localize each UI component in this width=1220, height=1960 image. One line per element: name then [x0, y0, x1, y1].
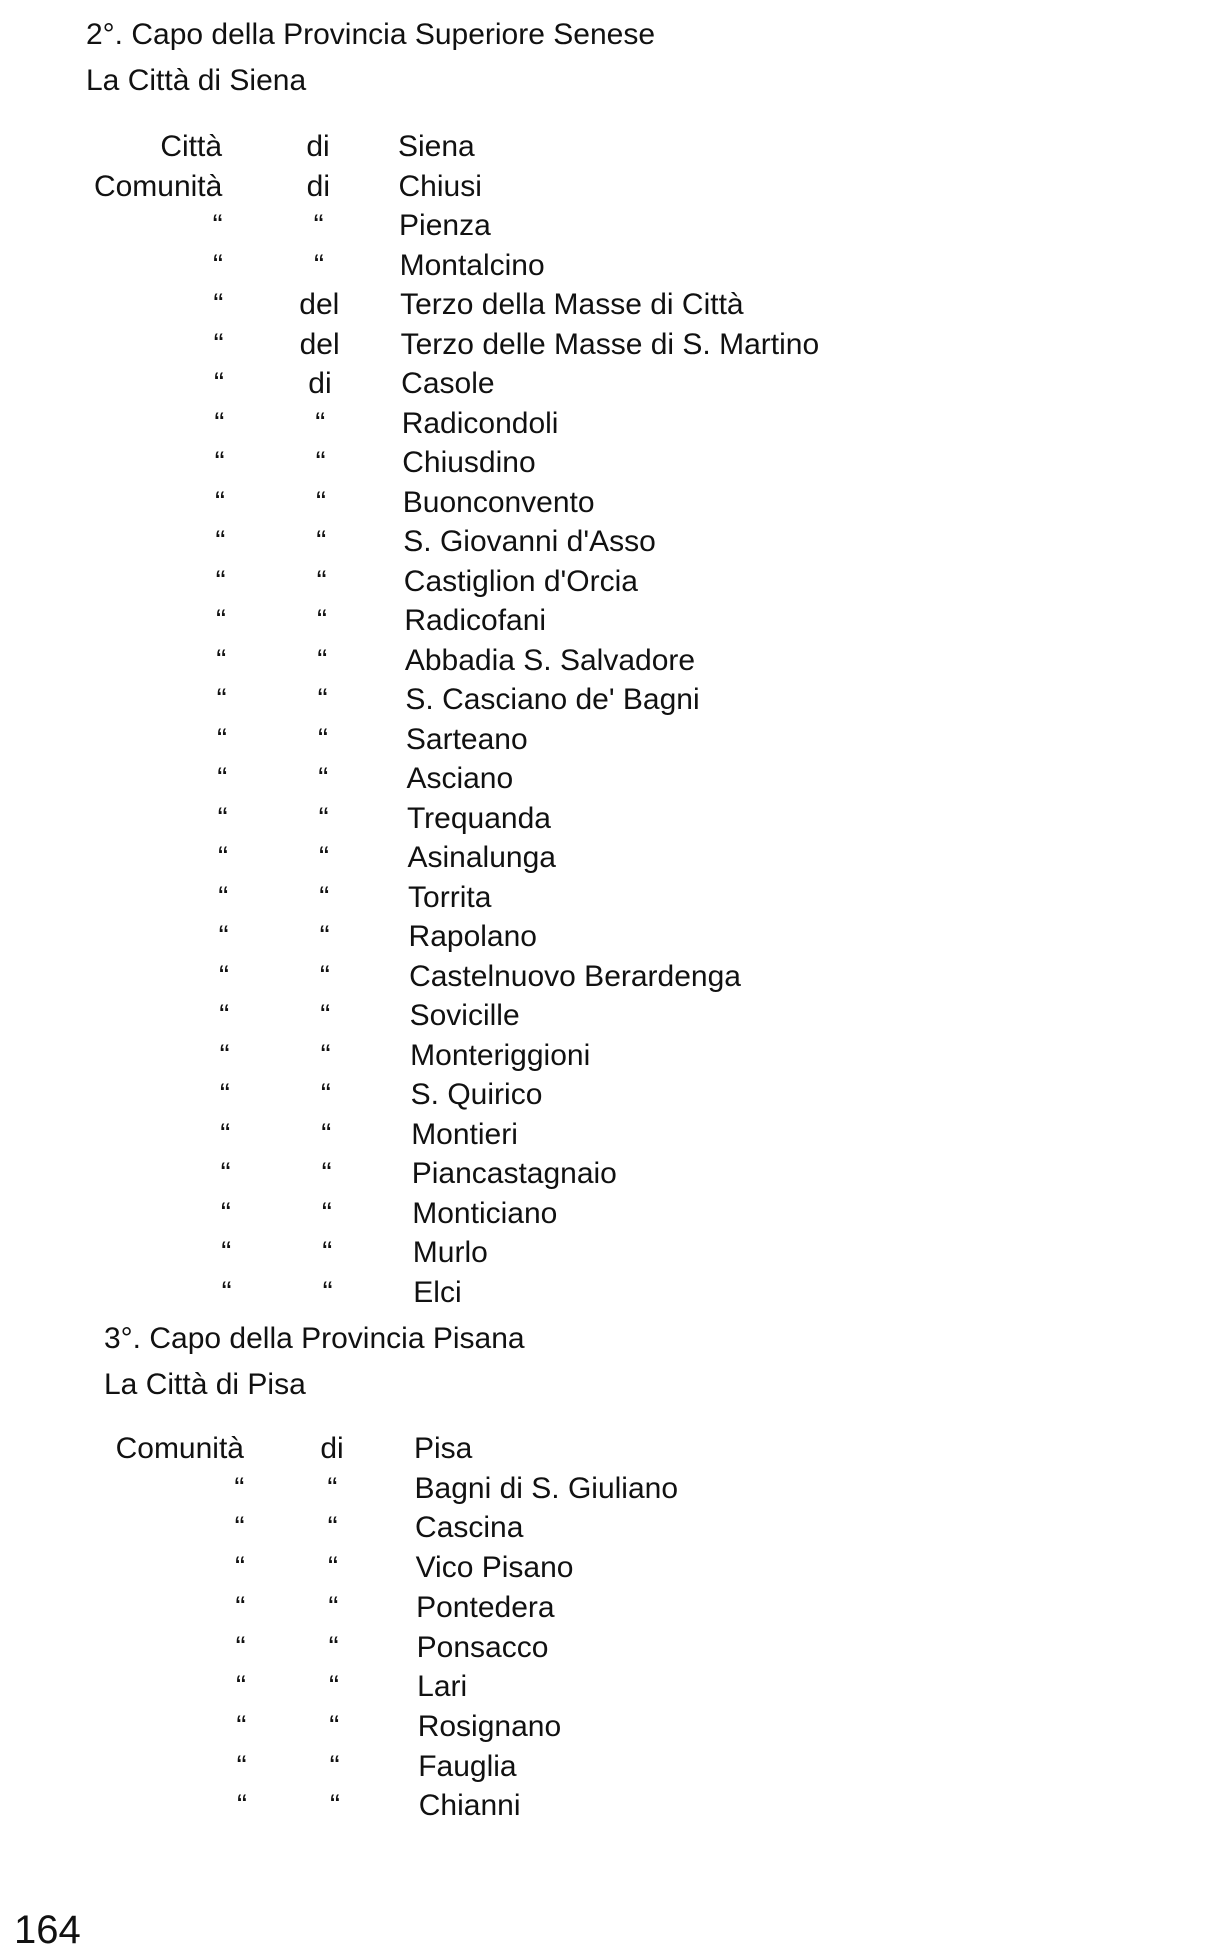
place-name: Siena	[398, 130, 475, 163]
preposition: “	[316, 525, 327, 558]
preposition: “	[321, 1117, 332, 1151]
list-item	[0, 1080, 1220, 1116]
preposition: “	[316, 564, 327, 598]
preposition: “	[320, 1038, 331, 1072]
entity-type: “	[213, 248, 223, 282]
section-title: 2°. Capo della Provincia Superiore Senese	[86, 18, 656, 51]
preposition: “	[321, 1157, 332, 1190]
preposition: “	[313, 248, 324, 282]
preposition: “	[322, 1236, 333, 1269]
list-item	[0, 801, 1220, 840]
list-item	[0, 169, 1220, 208]
list-item	[0, 1791, 1220, 1827]
entity-type: “	[236, 1789, 247, 1823]
entity-type: “	[236, 1709, 247, 1743]
place-name: Asciano	[406, 762, 514, 795]
entity-type: “	[218, 920, 229, 953]
place-name: Chiusdino	[402, 446, 536, 479]
place-name: Terzo delle Masse di S. Martino	[400, 327, 820, 361]
entity-type: “	[216, 722, 227, 756]
entity-type: “	[221, 1236, 232, 1269]
preposition: “	[328, 1590, 339, 1624]
place-name: Sarteano	[405, 722, 528, 756]
preposition: “	[313, 209, 324, 242]
preposition: “	[315, 446, 326, 479]
preposition: “	[319, 880, 330, 914]
place-name: Sovicille	[409, 999, 520, 1032]
place-name: Montieri	[411, 1117, 518, 1151]
entity-type: “	[214, 446, 225, 479]
entity-type: “	[235, 1551, 245, 1585]
preposition: di	[306, 169, 330, 203]
preposition: di	[320, 1432, 344, 1465]
list-item	[0, 1513, 1220, 1549]
preposition: di	[308, 367, 332, 400]
entity-type: “	[235, 1590, 246, 1624]
preposition: “	[317, 683, 328, 716]
list-item	[0, 1553, 1220, 1589]
entity-type: “	[220, 1196, 231, 1230]
list-item	[0, 1196, 1220, 1235]
list-item	[0, 290, 1220, 326]
list-item	[0, 1471, 1220, 1510]
entity-type: “	[217, 801, 228, 835]
entity-type: “	[219, 1078, 230, 1111]
entity-type: “	[215, 604, 226, 637]
entity-type: “	[213, 367, 224, 400]
entity-type: “	[220, 1117, 231, 1151]
entity-type: “	[235, 1630, 246, 1664]
entity-type: “	[234, 1471, 245, 1505]
place-name: Torrita	[408, 880, 492, 914]
list-item	[0, 485, 1220, 524]
list-item	[0, 764, 1220, 800]
preposition: “	[318, 841, 329, 874]
place-name: Chianni	[418, 1789, 521, 1823]
list-item	[0, 1275, 1220, 1314]
list-item	[0, 843, 1220, 879]
place-name: Lari	[417, 1670, 468, 1704]
preposition: di	[306, 130, 330, 163]
list-item	[0, 880, 1220, 919]
place-name: Rapolano	[408, 920, 537, 953]
entity-type: “	[236, 1749, 247, 1783]
list-item	[0, 1238, 1220, 1274]
list-item	[0, 1672, 1220, 1708]
preposition: “	[317, 722, 328, 756]
list-item	[0, 211, 1220, 247]
place-name: Monteriggioni	[410, 1038, 591, 1072]
place-name: Bagni di S. Giuliano	[414, 1471, 679, 1505]
place-name: Pienza	[399, 209, 491, 242]
preposition: “	[319, 959, 330, 993]
place-name: Pisa	[414, 1432, 473, 1465]
preposition: “	[327, 1551, 338, 1585]
place-name: Asinalunga	[407, 841, 556, 874]
place-name: Vico Pisano	[415, 1551, 574, 1585]
preposition: del	[299, 327, 340, 361]
preposition: “	[328, 1670, 339, 1704]
entity-type: “	[235, 1670, 246, 1704]
list-item	[0, 1590, 1220, 1629]
entity-type: “	[217, 841, 228, 874]
list-item	[0, 1038, 1220, 1077]
section-title: 3°. Capo della Provincia Pisana	[104, 1322, 525, 1355]
place-name: Cascina	[415, 1511, 524, 1545]
list-item	[0, 685, 1220, 721]
entity-type: “	[216, 643, 227, 677]
list-item	[0, 1709, 1220, 1748]
entity-type: “	[212, 209, 223, 242]
entity-type: “	[218, 880, 229, 914]
preposition: “	[315, 406, 326, 440]
place-name: Radicondoli	[401, 406, 559, 440]
list-item	[0, 922, 1220, 958]
place-name: Chiusi	[398, 169, 482, 203]
place-name: Ponsacco	[416, 1630, 549, 1664]
preposition: “	[329, 1749, 340, 1783]
entity-type: “	[214, 485, 225, 519]
entity-type: “	[219, 1038, 230, 1072]
place-name: S. Giovanni d'Asso	[403, 525, 656, 558]
entity-type: “	[221, 1275, 232, 1309]
place-name: Buonconvento	[402, 485, 595, 519]
entity-type: “	[216, 683, 227, 716]
preposition: “	[320, 1078, 331, 1111]
list-item	[0, 959, 1220, 998]
section-subtitle: La Città di Siena	[86, 64, 307, 97]
list-item	[0, 132, 1220, 168]
preposition: “	[317, 643, 328, 677]
place-name: Trequanda	[406, 801, 551, 835]
list-item	[0, 406, 1220, 445]
entity-type: “	[213, 327, 224, 361]
preposition: “	[329, 1709, 340, 1743]
preposition: “	[322, 1275, 333, 1309]
place-name: Radicofani	[404, 604, 547, 637]
place-name: Pontedera	[416, 1590, 555, 1624]
list-item	[0, 643, 1220, 682]
section-subtitle: La Città di Pisa	[104, 1368, 306, 1401]
preposition: “	[320, 999, 331, 1032]
preposition: “	[318, 762, 329, 795]
entity-type: “	[220, 1157, 231, 1190]
page-number: 164	[14, 1908, 81, 1952]
entity-type: “	[213, 288, 224, 321]
entity-type: “	[218, 959, 229, 993]
place-name: Casole	[401, 367, 495, 400]
list-item	[0, 248, 1220, 287]
list-item	[0, 1001, 1220, 1037]
place-name: Montalcino	[399, 248, 545, 282]
place-name: S. Quirico	[410, 1078, 543, 1111]
place-name: Rosignano	[417, 1709, 562, 1743]
preposition: “	[321, 1196, 332, 1230]
list-item	[0, 1117, 1220, 1156]
entity-type: “	[214, 406, 225, 440]
place-name: Piancastagnaio	[411, 1157, 617, 1190]
list-item	[0, 1749, 1220, 1788]
place-name: Fauglia	[418, 1749, 517, 1783]
entity-type: “	[217, 762, 228, 795]
preposition: “	[327, 1511, 338, 1545]
list-item	[0, 1630, 1220, 1669]
preposition: del	[299, 288, 340, 321]
list-item	[0, 1434, 1220, 1470]
entity-type: Città	[160, 130, 222, 163]
list-item	[0, 369, 1220, 405]
place-name: Elci	[413, 1275, 462, 1309]
place-name: S. Casciano de' Bagni	[405, 683, 700, 716]
entity-type: “	[215, 564, 226, 598]
preposition: “	[319, 920, 330, 953]
preposition: “	[315, 485, 326, 519]
place-name: Castelnuovo Berardenga	[409, 959, 741, 993]
entity-type: “	[215, 525, 226, 558]
preposition: “	[328, 1630, 339, 1664]
place-name: Monticiano	[412, 1196, 558, 1230]
place-name: Castiglion d'Orcia	[403, 564, 638, 598]
place-name: Abbadia S. Salvadore	[404, 643, 696, 677]
place-name: Terzo della Masse di Città	[400, 288, 744, 321]
list-item	[0, 606, 1220, 642]
list-item	[0, 527, 1220, 563]
list-item	[0, 448, 1220, 484]
entity-type: “	[234, 1511, 245, 1545]
preposition: “	[329, 1789, 340, 1823]
entity-type: “	[219, 999, 230, 1032]
preposition: “	[316, 604, 327, 637]
list-item	[0, 327, 1220, 366]
entity-type: Comunità	[93, 169, 223, 203]
list-item	[0, 564, 1220, 603]
place-name: Murlo	[412, 1236, 488, 1269]
list-item	[0, 722, 1220, 761]
list-item	[0, 1159, 1220, 1195]
preposition: “	[327, 1471, 338, 1505]
preposition: “	[318, 801, 329, 835]
entity-type: Comunità	[115, 1432, 244, 1465]
